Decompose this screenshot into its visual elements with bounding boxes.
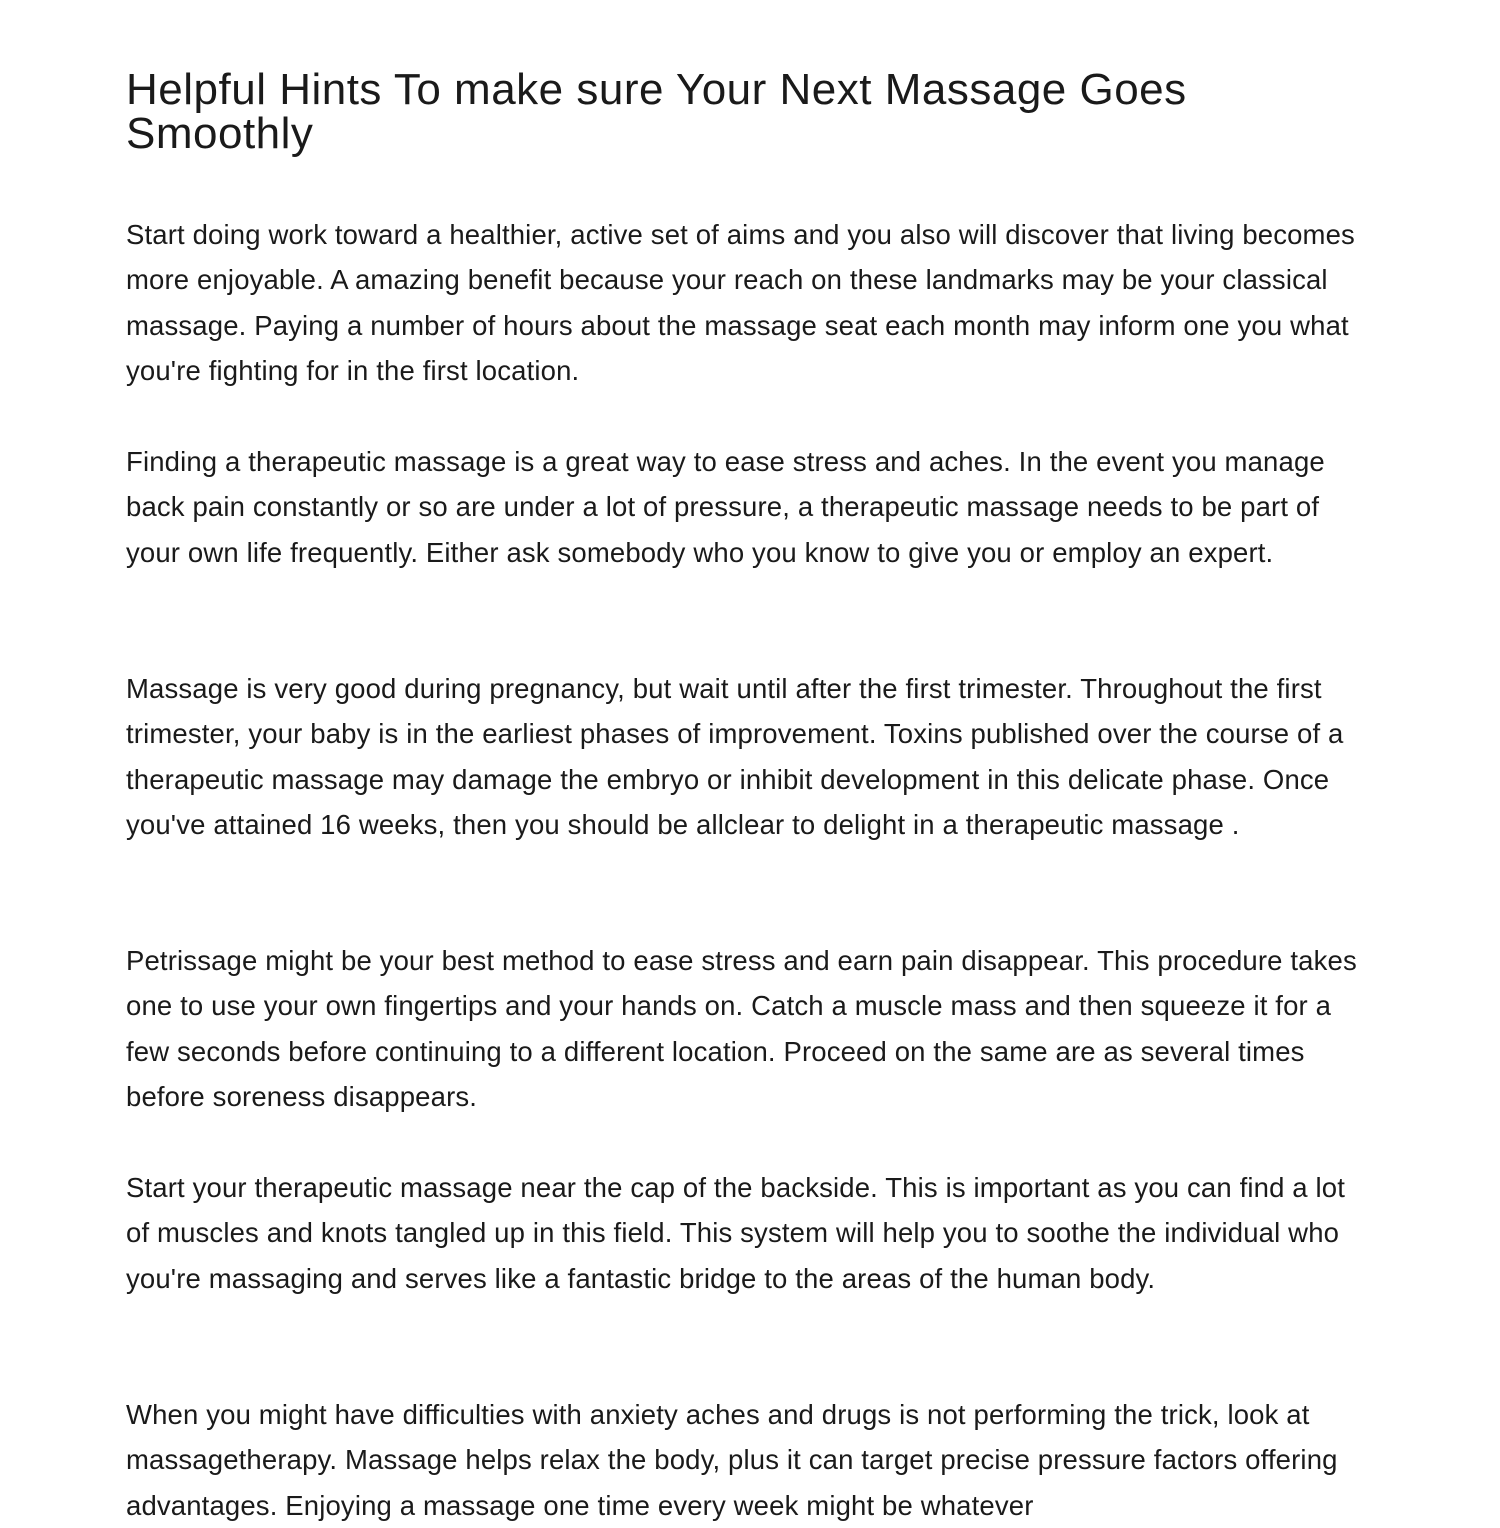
paragraph-2: Finding a therapeutic massage is a great way to ease stress and aches. In the event you manage back pain constantly or so are under a lot of pressure, a therapeutic massage needs to be part of your own life frequently. Either ask somebody who you know to give you or employ an expert. (126, 446, 1325, 568)
paragraph-5: Start your therapeutic massage near the cap of the backside. This is important as you can find a lot of muscles and knots tangled up in this field. This system will help you to soothe the individual who you're massaging and serves like a fantastic bridge to the areas of the human body. (126, 1172, 1346, 1294)
paragraph-3: Massage is very good during pregnancy, but wait until after the first trimester. Throughout the first trimester, your baby is in the earliest phases of improvement. Toxins published over the course of a therapeutic massage may damage the embryo or inhibit development in this delicate phase. Once you've attained 16 weeks, then you should be allclear to delight in a therapeutic massage . (126, 673, 1344, 840)
document-page (126, 65, 1376, 1521)
paragraph-1: Start doing work toward a healthier, active set of aims and you also will discover that living becomes more enjoyable. A amazing benefit because your reach on these landmarks may be your classical massage. Paying a number of hours about the massage seat each month may inform one you what you're fighting for in the first location. (126, 219, 1355, 386)
paragraph-6: When you might have difficulties with anxiety aches and drugs is not performing the trick, look at massagetherapy. Massage helps relax the body, plus it can target precise pressure factors offering advantages. Enjoying a massage one time every week might be whatever (126, 1399, 1338, 1521)
document-title: Helpful Hints To make sure Your Next Massage Goes Smoothly (126, 65, 1187, 158)
paragraph-4: Petrissage might be your best method to ease stress and earn pain disappear. This procedure takes one to use your own fingertips and your hands on. Catch a muscle mass and then squeeze it for a few seconds before continuing to a different location. Proceed on the same are as several times before soreness disappears. (126, 945, 1357, 1112)
